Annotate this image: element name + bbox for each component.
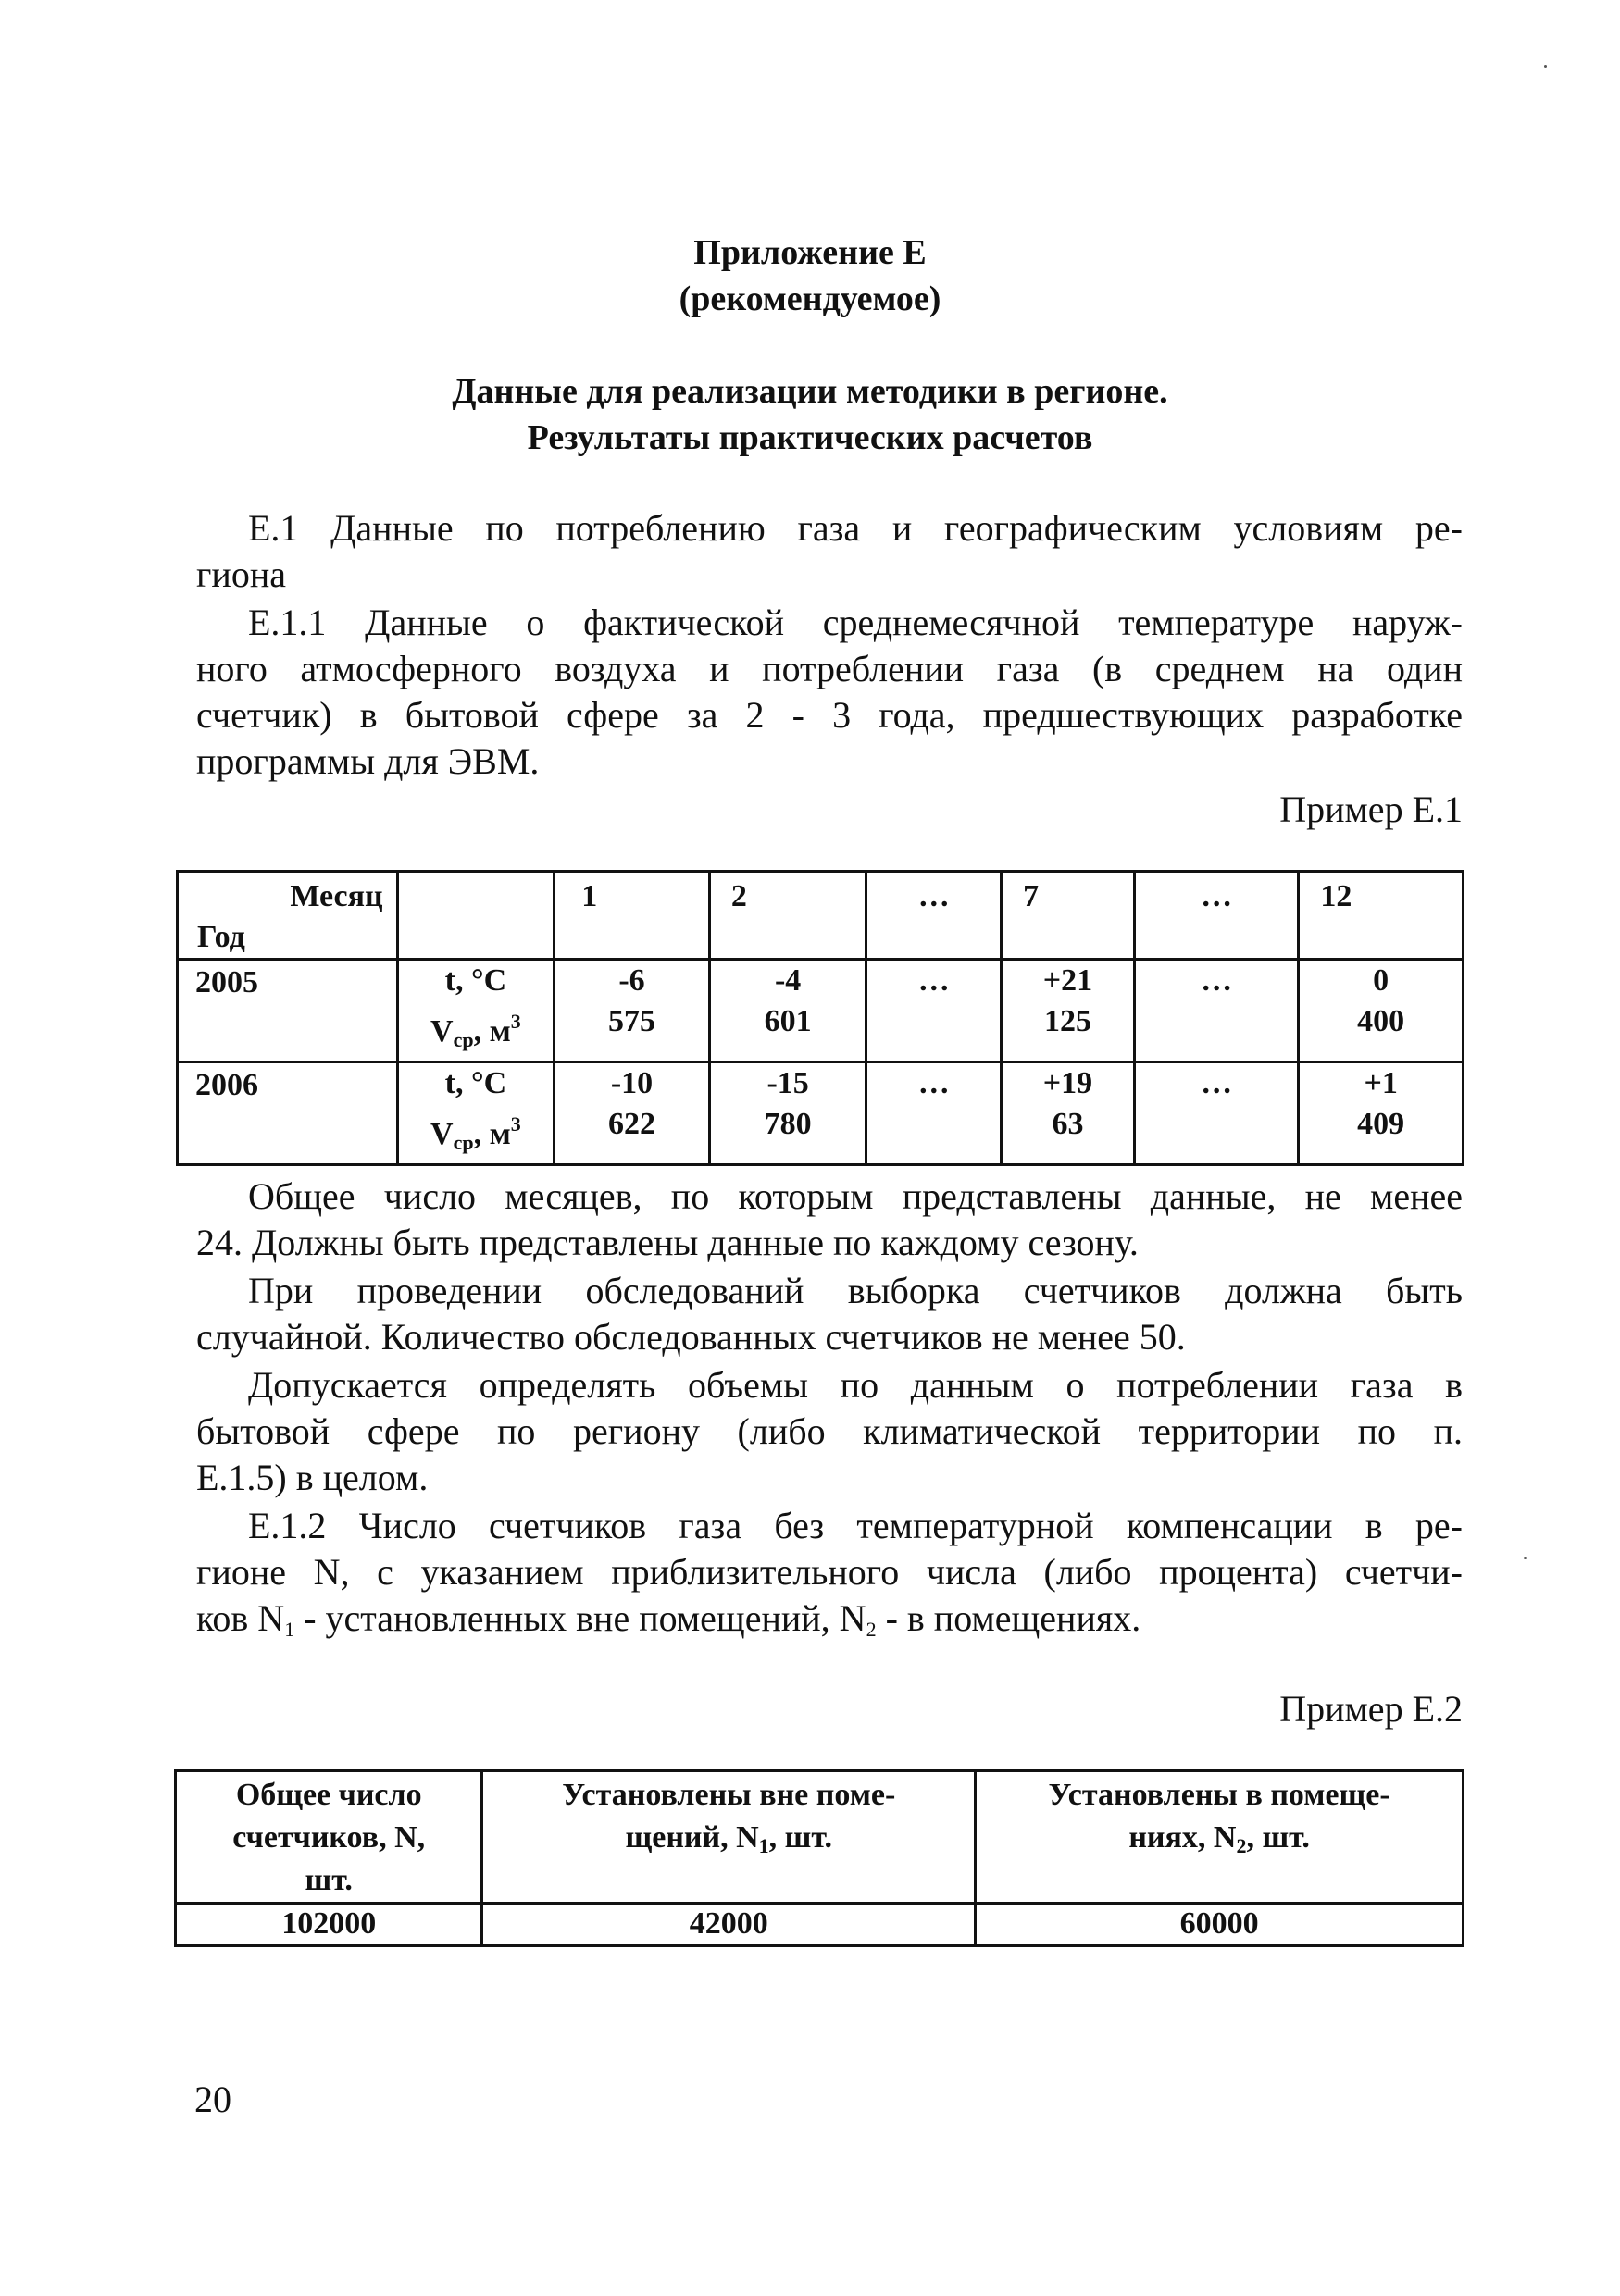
value-cell: … (866, 960, 1002, 1062)
parameter-label-cell (397, 960, 555, 1062)
scan-speck (1544, 65, 1547, 68)
month-header-cell: 12 (1299, 872, 1464, 960)
example-e1-label: Пример Е.1 (1279, 788, 1463, 830)
header-month: Месяц (290, 879, 383, 913)
section-heading-line1: Данные для реализации методики в регионе. (452, 372, 1168, 411)
header-outdoor-meters: Установлены вне поме- щений, $N_1$, шт. (482, 1771, 976, 1904)
section-heading-line2: Результаты практических расчетов (527, 418, 1093, 457)
example-e2-label: Пример Е.2 (1279, 1688, 1463, 1730)
month-header-cell: 7 (1002, 872, 1135, 960)
temperature-label: t, °C (444, 1066, 507, 1100)
total-meters-value: 102000 (176, 1904, 482, 1946)
value-cell: +19 63 (1002, 1062, 1135, 1165)
volume-label: $V_{ср}$, $м^3$ (430, 1112, 521, 1154)
paragraph-line: гионе N, с указанием приблизительного числа (либо процента) счетчи- (196, 1551, 1463, 1593)
paragraph-line: Е.1.2 Число счетчиков газа без температурной компенсации в ре- (248, 1505, 1463, 1546)
paragraph-line: бытовой сфере по региону (либо климатической территории по п. (196, 1410, 1463, 1452)
page-number: 20 (194, 2079, 231, 2120)
table-row (176, 1904, 1464, 1946)
month-header-cell: 1 (555, 872, 710, 960)
paragraph-line: случайной. Количество обследованных счетчиков не менее 50. (196, 1316, 1186, 1358)
appendix-subtitle: (рекомендуемое) (679, 279, 941, 318)
outdoor-meters-value: 42000 (482, 1904, 976, 1946)
header-indoor-meters: Установлены в помеще- ниях, $N_2$, шт. (976, 1771, 1464, 1904)
value-cell: -6 575 (555, 960, 710, 1062)
year-cell: 2005 (178, 960, 398, 1062)
paragraph-line: 24. Должны быть представлены данные по каждому сезону. (196, 1222, 1139, 1263)
paragraph-line: ков $N_1$ - установленных вне помещений, $N_2$ - в помещениях. (196, 1597, 1141, 1641)
table-header-row (176, 1771, 1464, 1904)
paragraph-line: ного атмосферного воздуха и потреблении газа (в среднем на один (196, 648, 1463, 689)
header-year: Год (197, 920, 245, 954)
volume-label: $V_{ср}$, $м^3$ (430, 1010, 521, 1051)
paragraph-line: При проведении обследований выборка счетчиков должна быть (248, 1270, 1463, 1311)
paragraph-e11 (196, 600, 1463, 785)
paragraph-line: Допускается определять объемы по данным о потреблении газа в (248, 1364, 1463, 1406)
paragraph-line: Е.1.1 Данные о фактической среднемесячной температуре наруж- (248, 602, 1463, 643)
value-cell: -10 622 (555, 1062, 710, 1165)
month-year-header-cell (178, 872, 398, 960)
value-cell: -4 601 (709, 960, 866, 1062)
table-row (178, 1062, 1464, 1165)
temperature-consumption-table (176, 870, 1464, 1166)
paragraph-line: Е.1.5) в целом. (196, 1457, 429, 1498)
value-cell: +1 409 (1299, 1062, 1464, 1165)
paragraph-e1 (196, 505, 1463, 598)
parameter-label-cell (397, 1062, 555, 1165)
month-header-cell: … (1134, 872, 1299, 960)
paragraph-months (196, 1173, 1463, 1266)
meter-count-table (174, 1769, 1464, 1947)
paragraph-sample (196, 1268, 1463, 1360)
value-cell: 0 400 (1299, 960, 1464, 1062)
header-total-meters: Общее число счетчиков, N, шт. (176, 1771, 482, 1904)
year-cell: 2006 (178, 1062, 398, 1165)
temperature-label: t, °C (444, 963, 507, 998)
appendix-title: Приложение Е (693, 233, 927, 272)
month-header-cell: … (866, 872, 1002, 960)
paragraph-line: Е.1 Данные по потреблению газа и географическим условиям ре- (248, 507, 1463, 549)
paragraph-line: программы для ЭВМ. (196, 740, 540, 782)
value-cell: -15 780 (709, 1062, 866, 1165)
table-row (178, 960, 1464, 1062)
paragraph-allowed (196, 1362, 1463, 1501)
header-blank-cell (397, 872, 555, 960)
scan-speck (1524, 1557, 1527, 1559)
value-cell: … (1134, 960, 1299, 1062)
table-header-row (178, 872, 1464, 960)
paragraph-e12 (196, 1503, 1463, 1653)
paragraph-line: Общее число месяцев, по которым представлены данные, не менее (248, 1175, 1463, 1217)
value-cell: … (1134, 1062, 1299, 1165)
paragraph-line: счетчик) в бытовой сфере за 2 - 3 года, предшествующих разработке (196, 694, 1463, 736)
paragraph-line: гиона (196, 553, 286, 595)
value-cell: … (866, 1062, 1002, 1165)
month-header-cell: 2 (709, 872, 866, 960)
indoor-meters-value: 60000 (976, 1904, 1464, 1946)
value-cell: +21 125 (1002, 960, 1135, 1062)
